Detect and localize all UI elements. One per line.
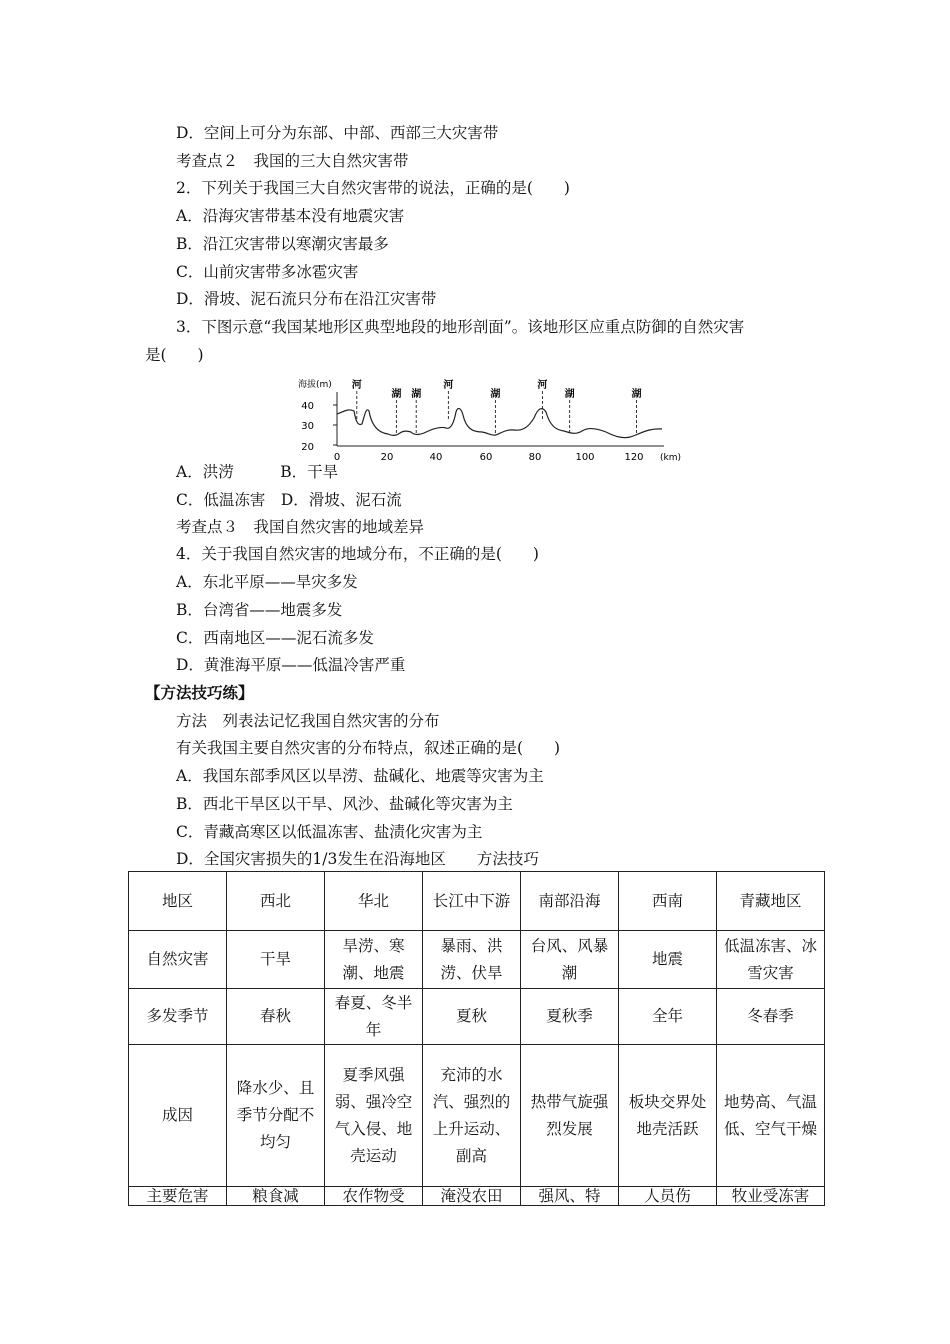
option-c: C．西南地区——泥石流多发	[176, 629, 374, 647]
option-a: A．沿海灾害带基本没有地震灾害	[176, 207, 405, 225]
feature-markers	[352, 378, 642, 433]
table-cell: 强风、特	[521, 1187, 619, 1206]
table-cell: 淹没农田	[423, 1187, 521, 1206]
table-cell: 暴雨、洪涝、伏旱	[423, 931, 521, 989]
river-label: 河	[443, 380, 454, 391]
x-axis-unit: (km)	[660, 453, 682, 463]
table-cell: 华北	[325, 872, 423, 931]
x-tick-label: 80	[528, 452, 542, 463]
table-cell: 春夏、冬半年	[325, 989, 423, 1045]
table-cell: 夏秋	[423, 989, 521, 1045]
question-3-cont: 是( )	[145, 346, 204, 364]
terrain-line	[337, 408, 662, 437]
table-cell: 粮食减	[227, 1187, 325, 1206]
option-c: C．青藏高寒区以低温冻害、盐渍化灾害为主	[176, 823, 483, 841]
y-tick-label: 30	[301, 421, 314, 432]
table-cell: 充沛的水汽、强烈的上升运动、副高	[423, 1045, 521, 1187]
y-tick-label: 20	[301, 442, 314, 453]
table-row	[129, 1045, 825, 1187]
x-tick-label: 120	[624, 452, 644, 463]
table-row	[129, 872, 825, 931]
option-d: D．滑坡、泥石流只分布在沿江灾害带	[176, 290, 437, 308]
option-c: C．山前灾害带多冰雹灾害	[176, 263, 359, 281]
river-label: 河	[351, 380, 362, 391]
x-tick-label: 40	[429, 452, 443, 463]
table-cell: 春秋	[227, 989, 325, 1045]
table-row	[129, 989, 825, 1045]
section-heading: 考查点３ 我国自然灾害的地域差异	[176, 518, 425, 536]
table-cell: 南部沿海	[521, 872, 619, 931]
lake-label: 湖	[411, 389, 422, 400]
x-tick-labels	[334, 452, 644, 463]
x-tick-label: 20	[380, 452, 394, 463]
table-cell: 热带气旋强烈发展	[521, 1045, 619, 1187]
question-4: 4．关于我国自然灾害的地域分布，不正确的是( )	[176, 545, 539, 563]
options-q3-cd: C．低温冻害 D．滑坡、泥石流	[176, 491, 402, 509]
table-cell: 降水少、且季节分配不均匀	[227, 1045, 325, 1187]
table-cell: 农作物受	[325, 1187, 423, 1206]
x-tick-label: 60	[479, 452, 493, 463]
option-b: B．沿江灾害带以寒潮灾害最多	[176, 235, 389, 253]
table-cell: 人员伤	[619, 1187, 717, 1206]
table-cell: 全年	[619, 989, 717, 1045]
lake-label: 湖	[391, 389, 402, 400]
method-title: 方法 列表法记忆我国自然灾害的分布	[176, 712, 440, 730]
lake-label: 湖	[631, 389, 642, 400]
table-cell: 干旱	[227, 931, 325, 989]
option-a: A．东北平原——旱灾多发	[176, 573, 358, 591]
y-tick-label: 40	[301, 401, 314, 412]
disaster-distribution-table	[128, 871, 825, 1206]
table-row	[129, 931, 825, 989]
table-cell: 板块交界处地壳活跃	[619, 1045, 717, 1187]
table-cell: 多发季节	[129, 989, 227, 1045]
question-3: 3．下图示意“我国某地形区典型地段的地形剖面”。该地形区应重点防御的自然灾害	[176, 318, 745, 336]
lake-label: 湖	[564, 389, 575, 400]
y-axis-label: 海拔(m)	[298, 380, 332, 390]
table-cell: 旱涝、寒潮、地震	[325, 931, 423, 989]
table-cell: 地势高、气温低、空气干燥	[717, 1045, 825, 1187]
option-a: A．我国东部季风区以旱涝、盐碱化、地震等灾害为主	[176, 767, 544, 785]
table-cell: 长江中下游	[423, 872, 521, 931]
question-2: 2．下列关于我国三大自然灾害带的说法，正确的是( )	[176, 179, 570, 197]
table-cell: 地震	[619, 931, 717, 989]
y-tick-labels	[301, 401, 314, 453]
table-cell: 低温冻害、冰雪灾害	[717, 931, 825, 989]
option-d: D．全国灾害损失的1/3发生在沿海地区 方法技巧	[176, 850, 539, 868]
method-practice-heading: 【方法技巧练】	[145, 683, 254, 702]
options-q3-ab: A．洪涝 B．干旱	[176, 463, 339, 481]
lake-label: 湖	[490, 389, 501, 400]
table-cell: 青藏地区	[717, 872, 825, 931]
table-cell: 西南	[619, 872, 717, 931]
table-cell: 自然灾害	[129, 931, 227, 989]
table-cell: 夏季风强弱、强冷空气入侵、地壳运动	[325, 1045, 423, 1187]
method-question: 有关我国主要自然灾害的分布特点，叙述正确的是( )	[176, 739, 561, 757]
table-cell: 牧业受冻害	[717, 1187, 825, 1206]
x-tick-label: 0	[333, 452, 341, 463]
table-cell: 夏秋季	[521, 989, 619, 1045]
table-cell: 冬春季	[717, 989, 825, 1045]
table-cell: 地区	[129, 872, 227, 931]
terrain-profile-figure	[296, 378, 686, 463]
table-cell: 成因	[129, 1045, 227, 1187]
table-cell: 主要危害	[129, 1187, 227, 1206]
table-row	[129, 1187, 825, 1206]
text-line: D．空间上可分为东部、中部、西部三大灾害带	[176, 124, 499, 142]
river-label: 河	[537, 380, 548, 391]
option-d: D．黄淮海平原——低温冷害严重	[176, 656, 406, 674]
section-heading: 考查点２ 我国的三大自然灾害带	[176, 152, 409, 170]
option-b: B．台湾省——地震多发	[176, 601, 343, 619]
table-cell: 西北	[227, 872, 325, 931]
x-tick-label: 100	[575, 452, 595, 463]
option-b: B．西北干旱区以干旱、风沙、盐碱化等灾害为主	[176, 795, 513, 813]
table-cell: 台风、风暴潮	[521, 931, 619, 989]
